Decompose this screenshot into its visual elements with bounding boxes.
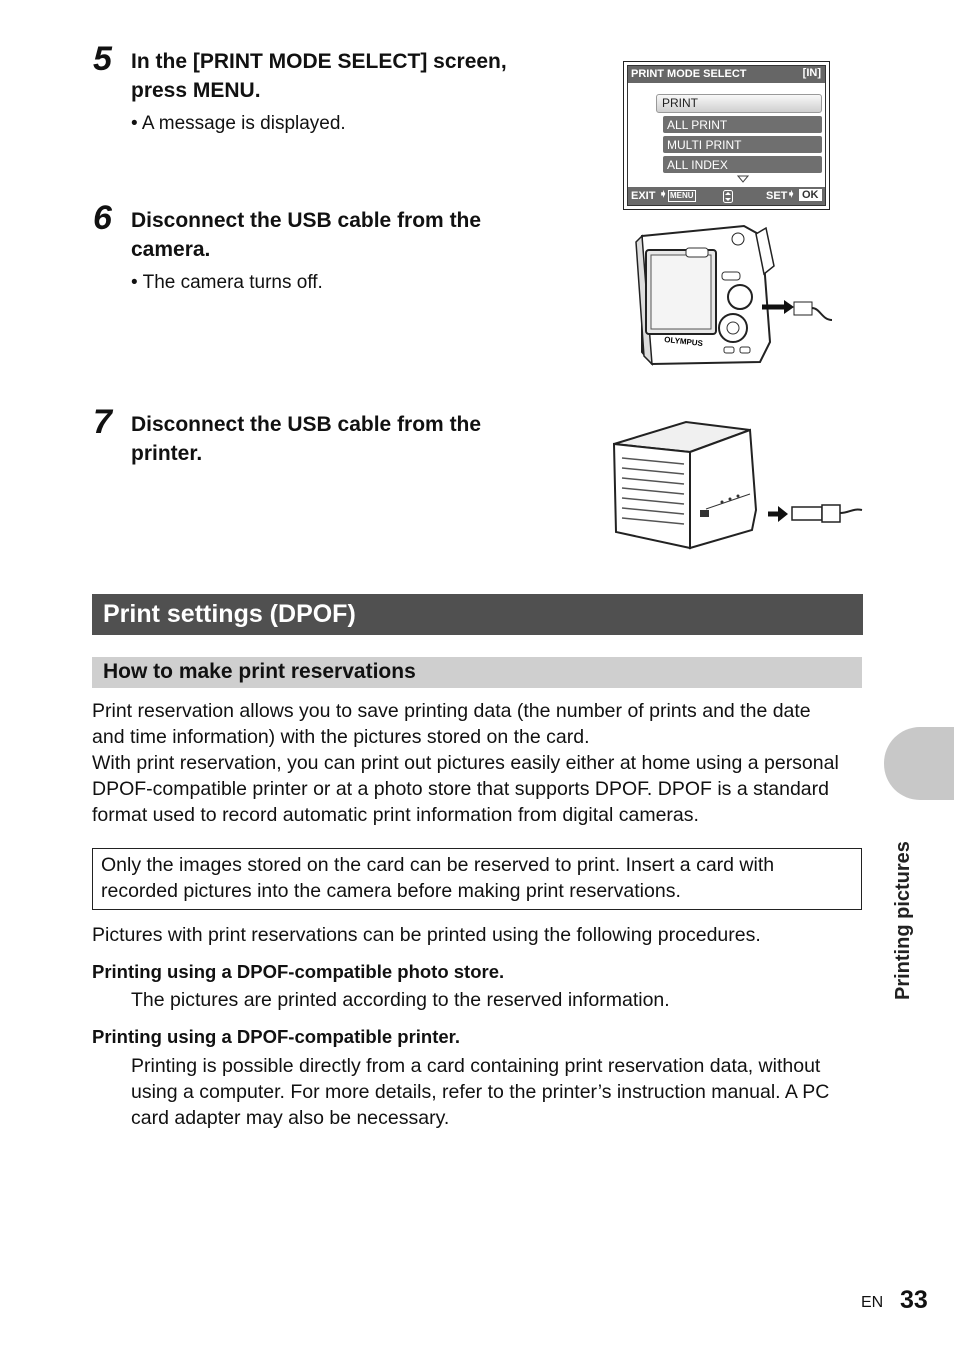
lcd-print-option <box>656 94 822 113</box>
lcd-title: PRINT MODE SELECT <box>631 68 747 80</box>
step-7-heading-line: printer. <box>131 442 203 465</box>
lcd-menu-item <box>663 156 822 173</box>
camera-usb-disconnect-illustration <box>634 222 839 367</box>
step-7-heading <box>131 410 481 468</box>
lcd-menu-key: MENU <box>670 191 694 200</box>
lcd-set-label: SET <box>766 190 788 202</box>
note-line: recorded pictures into the camera before making print reservations. <box>101 880 681 902</box>
procedure-line: Printing is possible directly from a card containing print reservation data, without <box>131 1055 821 1077</box>
procedure-description <box>131 1053 871 1131</box>
procedure-description <box>131 987 670 1013</box>
lcd-display <box>627 65 826 206</box>
step-5-heading-line: press MENU. <box>131 79 261 102</box>
section-title <box>92 594 863 635</box>
lcd-menu-item <box>663 116 822 133</box>
lcd-footer-bar <box>628 187 825 205</box>
lcd-title-bar <box>628 66 825 83</box>
language-label: EN <box>861 1294 884 1311</box>
lcd-ok-key: OK <box>799 189 822 201</box>
lcd-menu-item-label: ALL INDEX <box>667 158 728 172</box>
page-number: 33 <box>900 1286 928 1314</box>
up-down-select-icon <box>723 190 733 203</box>
step-6-heading-line: camera. <box>131 238 211 261</box>
note-text <box>101 852 861 904</box>
printer-usb-disconnect-illustration <box>610 414 865 554</box>
intro-line: format used to record automatic print information from digital cameras. <box>92 804 699 826</box>
subsection-title <box>92 657 862 688</box>
step-6-heading <box>131 206 481 264</box>
procedure-title: Printing using a DPOF-compatible photo store. <box>92 961 505 982</box>
step-5-heading-line: In the [PRINT MODE SELECT] screen, <box>131 50 507 73</box>
scroll-down-arrow-icon <box>737 175 749 183</box>
step-7-heading-line: Disconnect the USB cable from the <box>131 413 482 436</box>
intro-line: DPOF-compatible printer or at a photo store that supports DPOF. DPOF is a standard <box>92 778 829 800</box>
step-7-number: 7 <box>93 403 112 441</box>
intro-line: Print reservation allows you to save printing data (the number of prints and the date <box>92 700 811 722</box>
note-box <box>92 848 862 910</box>
procedure-title: Printing using a DPOF-compatible printer. <box>92 1026 460 1047</box>
lcd-menu-item-label: MULTI PRINT <box>667 138 742 152</box>
procedure-line: using a computer. For more details, refer to the printer’s instruction manual. A PC <box>131 1081 830 1103</box>
camera-brand-text: OLYMPUS <box>663 335 704 349</box>
procedures-intro: Pictures with print reservations can be printed using the following procedures. <box>92 924 761 946</box>
section-title-text: Print settings (DPOF) <box>103 600 356 628</box>
lcd-print-label: PRINT <box>662 96 698 110</box>
lcd-arrow-icon: ➧ <box>659 189 668 200</box>
intro-line: With print reservation, you can print out pictures easily either at home using a personal <box>92 752 839 774</box>
lcd-exit-label: EXIT <box>631 190 656 202</box>
lcd-arrow-icon: ➧ <box>787 189 796 200</box>
procedure-line: card adapter may also be necessary. <box>131 1107 450 1129</box>
chapter-tab <box>884 727 954 800</box>
step-6-number: 6 <box>93 199 112 237</box>
chapter-side-label: Printing pictures <box>892 841 914 1000</box>
note-line: Only the images stored on the card can be reserved to print. Insert a card with <box>101 854 775 876</box>
step-5-bullet: • A message is displayed. <box>131 113 346 134</box>
step-5-heading <box>131 47 507 105</box>
step-6-bullet: • The camera turns off. <box>131 272 323 293</box>
step-6-heading-line: Disconnect the USB cable from the <box>131 209 482 232</box>
subsection-title-text: How to make print reservations <box>103 660 416 683</box>
intro-paragraph <box>92 698 872 828</box>
lcd-menu-item-label: ALL PRINT <box>667 118 728 132</box>
intro-line: and time information) with the pictures stored on the card. <box>92 726 590 748</box>
procedure-line: The pictures are printed according to the reserved information. <box>131 989 670 1011</box>
lcd-memory-badge: [IN] <box>802 67 821 79</box>
lcd-screen-illustration <box>623 61 830 210</box>
step-5-number: 5 <box>93 40 112 78</box>
lcd-menu-item <box>663 136 822 153</box>
